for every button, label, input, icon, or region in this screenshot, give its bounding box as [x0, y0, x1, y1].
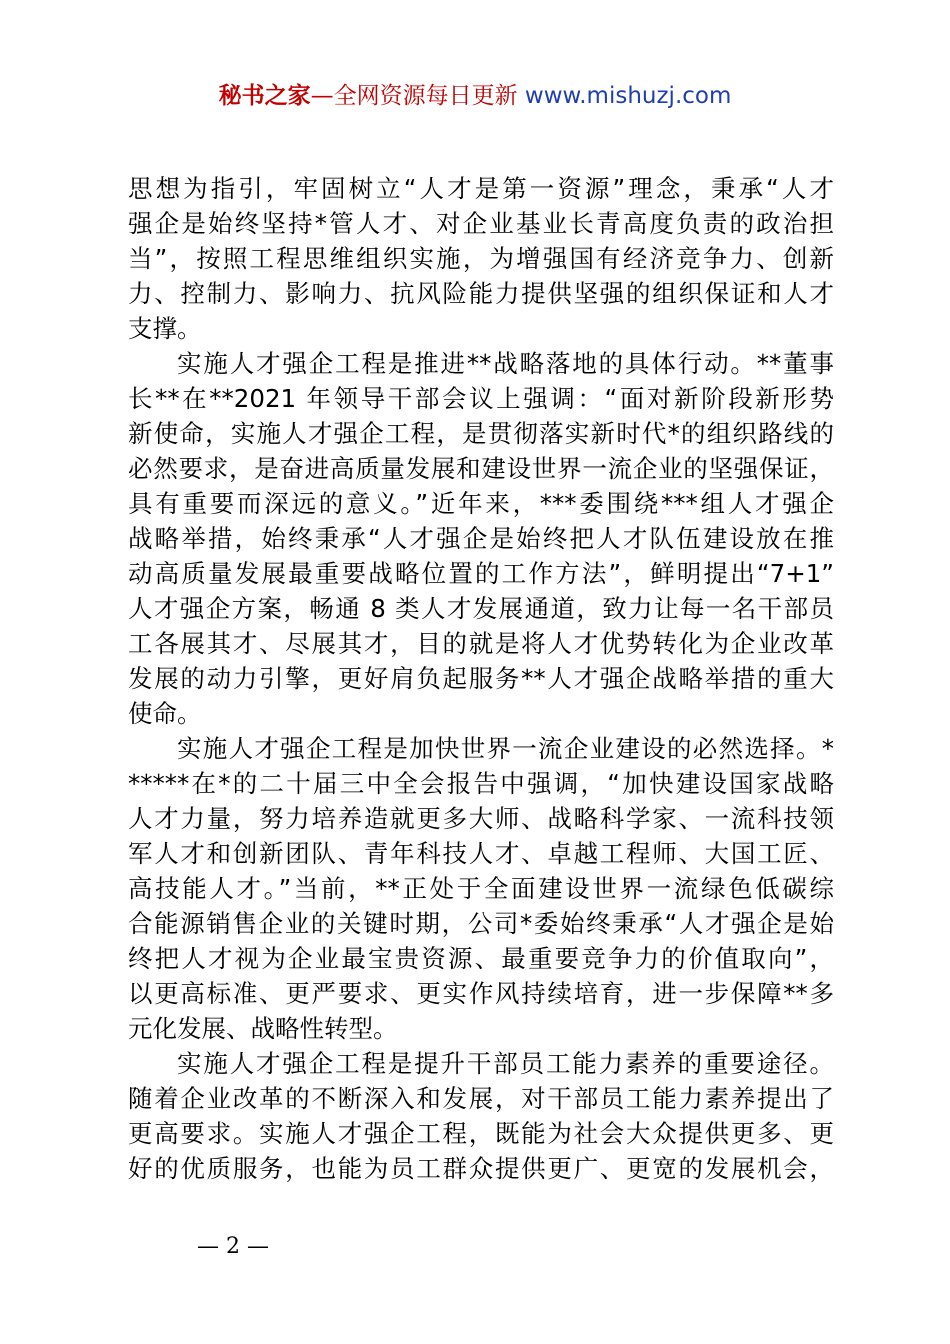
text-line: *****在*的二十届三中全会报告中强调，“加快建设国家战略 — [128, 769, 834, 798]
text-line: 支撑。 — [128, 314, 202, 343]
text-line: 动高质量发展最重要战略位置的工作方法”，鲜明提出“7+1” — [128, 559, 834, 588]
text-line: 元化发展、战略性转型。 — [128, 1014, 398, 1043]
text-line: 战略举措，始终秉承“人才强企是始终把人才队伍建设放在推 — [128, 524, 834, 553]
text-line: 当”，按照工程思维组织实施，为增强国有经济竞争力、创新 — [128, 244, 834, 273]
text-line: 具有重要而深远的意义。”近年来，***委围绕***组人才强企 — [128, 489, 834, 518]
text-line: 思想为指引，牢固树立“人才是第一资源”理念，秉承“人才 — [128, 174, 834, 203]
text-line: 以更高标准、更严要求、更实作风持续培育，进一步保障**多 — [128, 979, 834, 1008]
text-line: 好的优质服务，也能为员工群众提供更广、更宽的发展机会， — [128, 1154, 834, 1183]
text-line: 合能源销售企业的关键时期，公司*委始终秉承“人才强企是始 — [128, 909, 834, 938]
text-line: 高技能人才。”当前，**正处于全面建设世界一流绿色低碳综 — [128, 874, 834, 903]
text-line: 新使命，实施人才强企工程，是贯彻落实新时代*的组织路线的 — [128, 419, 834, 448]
text-line: 人才强企方案，畅通 8 类人才发展通道，致力让每一名干部员 — [128, 594, 834, 623]
site-slogan: —全网资源每日更新 — [310, 83, 518, 109]
text-line: 使命。 — [128, 699, 202, 728]
text-line: 工各展其才、尽展其才，目的就是将人才优势转化为企业改革 — [128, 629, 834, 658]
text-line: 军人才和创新团队、青年科技人才、卓越工程师、大国工匠、 — [128, 839, 834, 868]
text-line: 强企是始终坚持*管人才、对企业基业长青高度负责的政治担 — [128, 209, 834, 238]
text-line: 实施人才强企工程是加快世界一流企业建设的必然选择。* — [177, 734, 834, 763]
text-line: 发展的动力引擎，更好肩负起服务**人才强企战略举措的重大 — [128, 664, 834, 693]
site-header — [0, 80, 950, 112]
page-number: — 2 — — [197, 1234, 269, 1259]
text-line: 实施人才强企工程是推进**战略落地的具体行动。**董事 — [177, 349, 834, 378]
site-brand: 秘书之家 — [218, 83, 311, 109]
text-line: 实施人才强企工程是提升干部员工能力素养的重要途径。 — [177, 1049, 834, 1078]
document-body — [128, 171, 834, 1186]
text-line: 力、控制力、影响力、抗风险能力提供坚强的组织保证和人才 — [128, 279, 834, 308]
site-url[interactable]: www.mishuzj.com — [524, 83, 732, 109]
text-line: 必然要求，是奋进高质量发展和建设世界一流企业的坚强保证， — [128, 454, 834, 483]
text-line: 终把人才视为企业最宝贵资源、最重要竞争力的价值取向”， — [128, 944, 834, 973]
text-line: 长**在**2021 年领导干部会议上强调：“面对新阶段新形势 — [128, 384, 834, 413]
text-line: 随着企业改革的不断深入和发展，对干部员工能力素养提出了 — [128, 1084, 834, 1113]
text-line: 更高要求。实施人才强企工程，既能为社会大众提供更多、更 — [128, 1119, 834, 1148]
text-line: 人才力量，努力培养造就更多大师、战略科学家、一流科技领 — [128, 804, 834, 833]
